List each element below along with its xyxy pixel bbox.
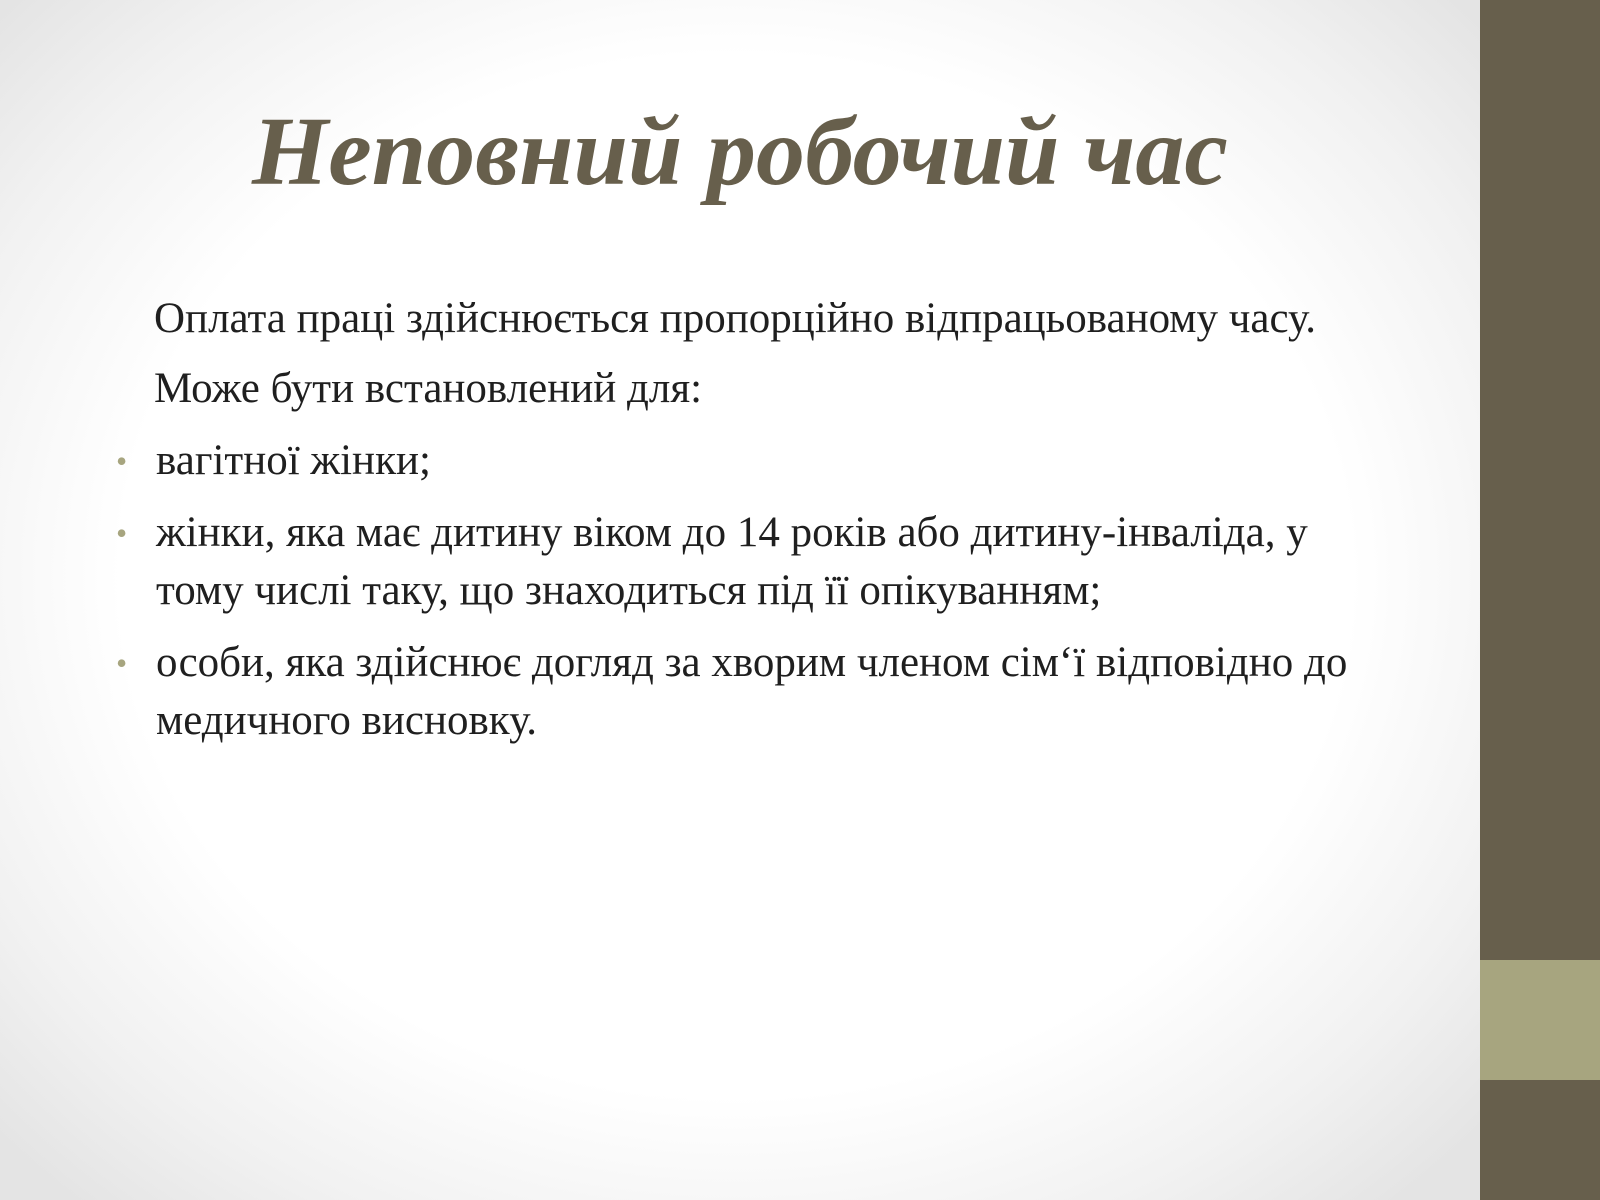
bullet-list <box>116 432 1376 750</box>
list-item-text: вагітної жінки; <box>156 437 431 484</box>
bullet-icon: • <box>116 645 128 681</box>
list-item <box>116 504 1376 620</box>
bullet-icon: • <box>116 443 128 479</box>
slide-title: Неповний робочий час <box>252 98 1228 206</box>
paragraph-payment: Оплата праці здійснюється пропорційно відпрацьованому часу. <box>154 295 1316 342</box>
list-item <box>116 432 1376 490</box>
decorative-sidebar <box>1480 0 1600 1200</box>
list-item-text: особи, яка здійснює догляд за хворим членом сім‘ї відповідно до медичного висновку. <box>156 639 1348 744</box>
bullet-icon: • <box>116 515 128 551</box>
list-item-text: жінки, яка має дитину віком до 14 років або дитину-інваліда, у тому числі таку, що знаходиться під її опікуванням; <box>156 509 1308 614</box>
paragraph-can-be-set: Може бути встановлений для: <box>154 365 703 412</box>
slide-body <box>116 290 1376 764</box>
decorative-sidebar-accent <box>1480 960 1600 1080</box>
list-item <box>116 634 1376 750</box>
